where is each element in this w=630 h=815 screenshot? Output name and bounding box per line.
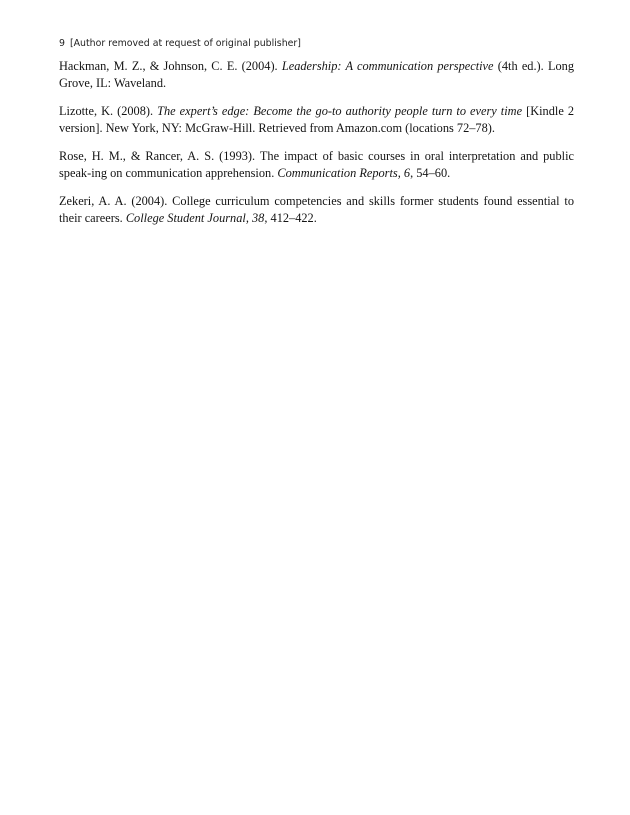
reference-authors: Zekeri, A. A. (2004). College curriculum competencies and skills former students found essential to their careers. <box>59 194 574 225</box>
reference-entry-lizotte <box>59 103 574 136</box>
reference-entry-hackman <box>59 58 574 91</box>
page-number: 9 <box>59 38 65 49</box>
reference-entry-rose <box>59 148 574 181</box>
reference-details: (4th ed.). Long Grove, IL: Waveland. <box>59 59 575 90</box>
reference-details: , 412–422. <box>264 210 317 225</box>
reference-list <box>59 58 574 238</box>
reference-authors: Lizotte, K. (2008). <box>59 104 158 118</box>
reference-details: [Kindle 2 version]. New York, NY: McGraw-Hill. Retrieved from Amazon.com (locations 72–78). <box>59 104 574 135</box>
header-text: [Author removed at request of original publisher] <box>69 38 301 49</box>
reference-journal: Communication Reports, 6 <box>277 165 411 180</box>
reference-title: The expert’s edge: Become the go-to authority people turn to every time <box>157 104 523 118</box>
reference-details: , 54–60. <box>410 165 451 180</box>
reference-journal: College Student Journal, 38 <box>125 210 265 225</box>
reference-authors: Rose, H. M., & Rancer, A. S. (1993). The impact of basic courses in oral interpretation and public speak-ing on communication apprehension. <box>59 149 574 180</box>
running-header <box>59 38 301 50</box>
reference-authors: Hackman, M. Z., & Johnson, C. E. (2004). <box>59 59 282 73</box>
reference-entry-zekeri <box>59 193 574 226</box>
reference-title: Leadership: A communication perspective <box>281 59 494 73</box>
